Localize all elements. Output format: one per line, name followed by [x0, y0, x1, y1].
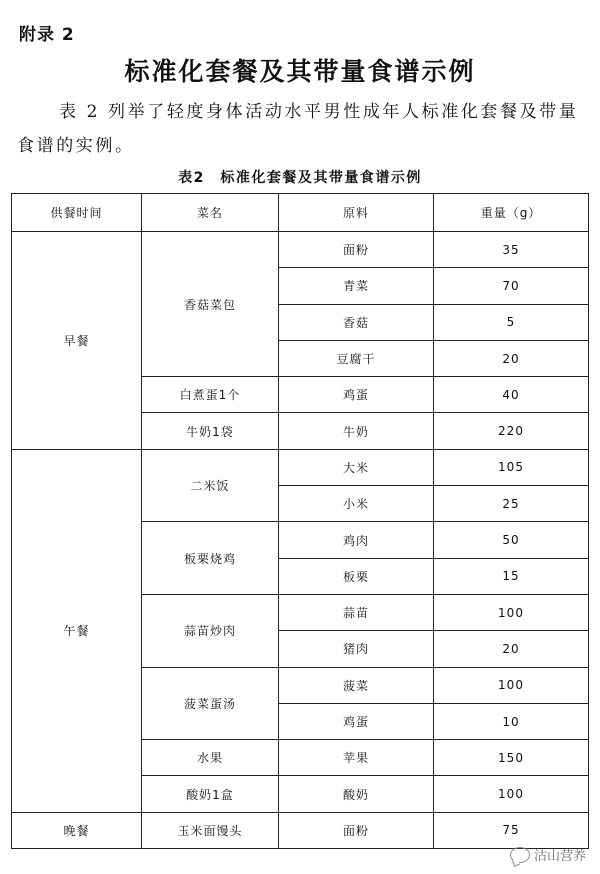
ingredient-cell: 酸奶	[279, 776, 434, 812]
weight-cell: 105	[434, 449, 589, 485]
dish-name-cell: 二米饭	[142, 449, 279, 522]
weight-cell: 25	[434, 486, 589, 522]
dish-name-cell: 玉米面馒头	[142, 812, 279, 848]
ingredient-cell: 板栗	[279, 558, 434, 594]
watermark-text: 沽山营养	[533, 849, 586, 864]
table-row	[12, 812, 589, 848]
header-meal-time: 供餐时间	[12, 194, 142, 232]
ingredient-cell: 鸡肉	[279, 522, 434, 558]
meal-table	[11, 193, 589, 849]
dish-name-cell: 板栗烧鸡	[142, 522, 279, 595]
table-body	[12, 232, 589, 849]
meal-time-cell: 晚餐	[12, 812, 142, 848]
weight-cell: 10	[434, 703, 589, 739]
dish-name-cell: 菠菜蛋汤	[142, 667, 279, 740]
meal-time-cell: 午餐	[12, 449, 142, 812]
dish-name-cell: 香菇菜包	[142, 232, 279, 377]
ingredient-cell: 面粉	[279, 812, 434, 848]
weight-cell: 75	[434, 812, 589, 848]
weight-cell: 15	[434, 558, 589, 594]
ingredient-cell: 菠菜	[279, 667, 434, 703]
page-title: 标准化套餐及其带量食谱示例	[124, 57, 476, 86]
ingredient-cell: 豆腐干	[279, 340, 434, 376]
weight-cell: 100	[434, 667, 589, 703]
ingredient-cell: 青菜	[279, 268, 434, 304]
chat-bubble-icon	[510, 847, 530, 863]
weight-cell: 50	[434, 522, 589, 558]
ingredient-cell: 苹果	[279, 740, 434, 776]
header-dish-name: 菜名	[142, 194, 279, 232]
ingredient-cell: 牛奶	[279, 413, 434, 449]
weight-cell: 35	[434, 232, 589, 268]
header-weight: 重量（g）	[434, 194, 589, 232]
table-row	[12, 449, 589, 485]
ingredient-cell: 鸡蛋	[279, 377, 434, 413]
intro-paragraph: 表 2 列举了轻度身体活动水平男性成年人标准化套餐及带量食谱的实例。	[17, 102, 579, 156]
weight-cell: 220	[434, 413, 589, 449]
weight-cell: 100	[434, 776, 589, 812]
weight-cell: 100	[434, 594, 589, 630]
ingredient-cell: 大米	[279, 449, 434, 485]
ingredient-cell: 面粉	[279, 232, 434, 268]
weight-cell: 5	[434, 304, 589, 340]
watermark	[510, 845, 586, 864]
table-title: 表2 标准化套餐及其带量食谱示例	[178, 170, 422, 186]
appendix-label: 附录 2	[19, 25, 75, 45]
ingredient-cell: 猪肉	[279, 631, 434, 667]
weight-cell: 20	[434, 340, 589, 376]
dish-name-cell: 白煮蛋1个	[142, 377, 279, 413]
weight-cell: 150	[434, 740, 589, 776]
table-row	[12, 232, 589, 268]
ingredient-cell: 蒜苗	[279, 594, 434, 630]
table-header-row	[12, 194, 589, 232]
weight-cell: 20	[434, 631, 589, 667]
dish-name-cell: 蒜苗炒肉	[142, 594, 279, 667]
dish-name-cell: 酸奶1盒	[142, 776, 279, 812]
ingredient-cell: 香菇	[279, 304, 434, 340]
dish-name-cell: 牛奶1袋	[142, 413, 279, 449]
ingredient-cell: 鸡蛋	[279, 703, 434, 739]
ingredient-cell: 小米	[279, 486, 434, 522]
meal-time-cell: 早餐	[12, 232, 142, 450]
dish-name-cell: 水果	[142, 740, 279, 776]
weight-cell: 40	[434, 377, 589, 413]
weight-cell: 70	[434, 268, 589, 304]
header-ingredient: 原料	[279, 194, 434, 232]
